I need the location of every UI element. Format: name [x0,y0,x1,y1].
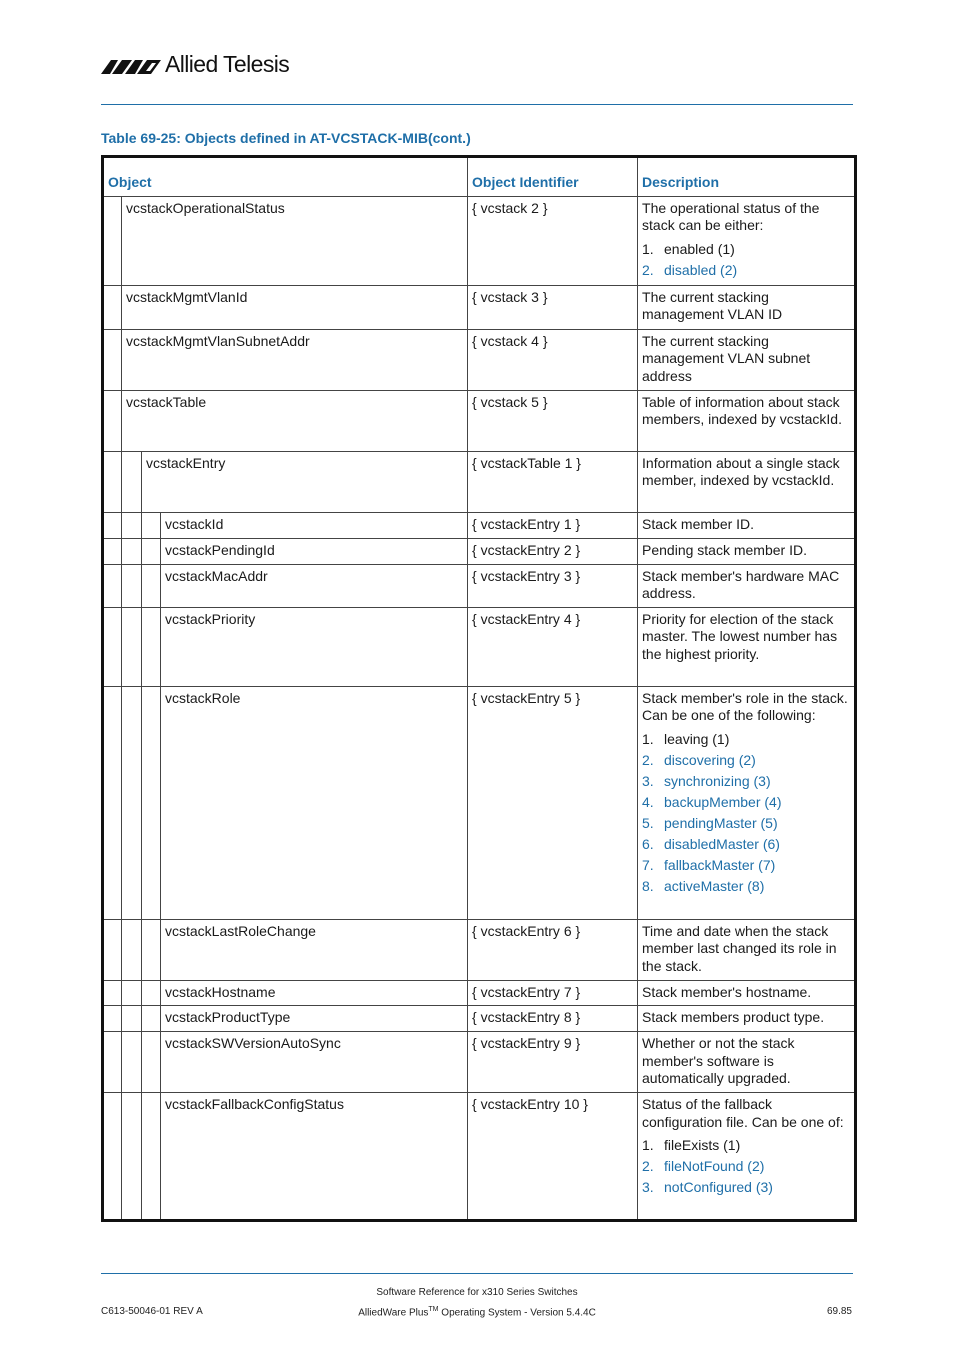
table-row [103,512,856,538]
description-cell [638,512,856,538]
indent-cell [122,919,142,980]
object-identifier-cell: { vcstackTable 1 } [468,451,638,512]
object-identifier-cell: { vcstack 3 } [468,285,638,329]
indent-cell [103,538,122,564]
option-item [642,241,850,258]
object-identifier-cell: { vcstackEntry 8 } [468,1006,638,1032]
indent-cell [103,329,122,390]
option-list [642,731,850,895]
footer-product: AlliedWare Plus [358,1307,429,1319]
option-label: activeMaster (8) [664,877,765,894]
object-name-cell: vcstackProductType [161,1006,468,1032]
object-name-cell: vcstackLastRoleChange [161,919,468,980]
option-link[interactable] [642,857,850,874]
option-number: 2. [642,1158,654,1174]
indent-cell [103,980,122,1006]
indent-cell [103,686,122,919]
indent-cell [142,980,161,1006]
option-number: 6. [642,835,654,852]
object-identifier-cell: { vcstackEntry 5 } [468,686,638,919]
table-row [103,390,856,451]
option-label: disabledMaster (6) [664,835,780,852]
description-cell [638,451,856,512]
object-identifier-cell: { vcstackEntry 7 } [468,980,638,1006]
option-link[interactable] [642,1179,850,1196]
description-text: Whether or not the stack member's software is automatically upgraded. [642,1035,795,1086]
table-row [103,686,856,919]
option-link[interactable] [642,1158,850,1175]
indent-cell [142,1093,161,1221]
option-label: enabled (1) [664,240,735,257]
object-name-cell: vcstackTable [122,390,468,451]
indent-cell [103,285,122,329]
indent-cell [122,607,142,686]
table-row [103,564,856,607]
footer-page-number: 69.85 [826,1306,852,1317]
option-number: 3. [642,1179,654,1195]
description-text: The operational status of the stack can be either: [642,199,820,233]
option-number: 7. [642,856,654,873]
option-number: 3. [642,772,654,789]
description-text: Stack member's hardware MAC address. [642,567,840,601]
indent-cell [122,451,142,512]
indent-cell [142,538,161,564]
option-item [642,1137,850,1154]
object-name-cell: vcstackMgmtVlanSubnetAddr [122,329,468,390]
indent-cell [122,1093,142,1221]
object-identifier-cell: { vcstackEntry 6 } [468,919,638,980]
indent-cell [122,980,142,1006]
table-row [103,1006,856,1032]
description-text: Stack member's role in the stack. Can be one of the following: [642,689,848,723]
object-name-cell: vcstackHostname [161,980,468,1006]
option-label: fileNotFound (2) [664,1158,765,1174]
object-name-cell: vcstackSWVersionAutoSync [161,1032,468,1093]
option-link[interactable] [642,773,850,790]
indent-cell [103,1032,122,1093]
description-cell [638,919,856,980]
object-identifier-cell: { vcstackEntry 9 } [468,1032,638,1093]
indent-cell [122,686,142,919]
indent-cell [142,512,161,538]
description-text: The current stacking management VLAN subnet address [642,332,811,384]
indent-cell [103,1006,122,1032]
object-name-cell: vcstackId [161,512,468,538]
description-cell [638,285,856,329]
description-text: Stack member's hostname. [642,983,812,1000]
description-text: Stack member ID. [642,515,755,532]
indent-cell [122,512,142,538]
option-number: 1. [642,1137,654,1153]
description-cell [638,329,856,390]
object-name-cell: vcstackMacAddr [161,564,468,607]
indent-cell [103,919,122,980]
header-rule [101,104,853,105]
footer-doc-number: C613-50046-01 REV A [101,1306,203,1317]
description-text: Priority for election of the stack master. The lowest number has the highest priority. [642,610,838,662]
indent-cell [142,607,161,686]
option-label: synchronizing (3) [664,772,771,789]
description-cell [638,1093,856,1221]
description-text: Pending stack member ID. [642,541,807,558]
description-text: The current stacking management VLAN ID [642,288,783,322]
option-number: 2. [642,751,654,768]
option-list [642,1137,850,1196]
option-label: pendingMaster (5) [664,814,778,831]
option-list [642,241,850,279]
table-row [103,451,856,512]
description-cell [638,564,856,607]
object-name-cell: vcstackMgmtVlanId [122,285,468,329]
object-name-cell: vcstackFallbackConfigStatus [161,1093,468,1221]
table-header-row [103,157,856,197]
table-row [103,196,856,285]
description-text: Time and date when the stack member last changed its role in the stack. [642,922,837,974]
description-cell [638,196,856,285]
object-name-cell: vcstackPendingId [161,538,468,564]
object-name-cell: vcstackRole [161,686,468,919]
indent-cell [103,564,122,607]
object-identifier-cell: { vcstackEntry 10 } [468,1093,638,1221]
mib-objects-table [101,155,857,1222]
indent-cell [142,564,161,607]
object-identifier-cell: { vcstackEntry 3 } [468,564,638,607]
header-object-identifier: Object Identifier [468,157,638,197]
option-link[interactable] [642,836,850,853]
option-label: notConfigured (3) [664,1179,773,1195]
footer-version: Operating System - Version 5.4.4C [438,1307,596,1319]
footer-trademark: TM [428,1306,439,1313]
table-body [103,196,856,1221]
company-logo [101,50,289,80]
object-identifier-cell: { vcstackEntry 2 } [468,538,638,564]
option-link[interactable] [642,878,850,895]
object-name-cell: vcstackEntry [142,451,468,512]
option-label: fallbackMaster (7) [664,856,776,873]
object-identifier-cell: { vcstack 4 } [468,329,638,390]
description-cell [638,1032,856,1093]
option-item [642,731,850,748]
option-label: fileExists (1) [664,1137,741,1153]
description-cell [638,686,856,919]
object-identifier-cell: { vcstack 5 } [468,390,638,451]
description-cell [638,1006,856,1032]
object-identifier-cell: { vcstackEntry 4 } [468,607,638,686]
footer-rule [101,1273,853,1274]
description-text: Information about a single stack member, indexed by vcstackId. [642,454,840,488]
description-cell [638,390,856,451]
object-name-cell: vcstackOperationalStatus [122,196,468,285]
header-object: Object [103,157,468,197]
indent-cell [122,1032,142,1093]
indent-cell [103,1093,122,1221]
table-row [103,980,856,1006]
table-row [103,919,856,980]
option-number: 5. [642,814,654,831]
indent-cell [103,512,122,538]
table-row [103,538,856,564]
description-text: Stack members product type. [642,1009,825,1025]
description-text: Table of information about stack members, indexed by vcstackId. [642,393,842,427]
option-number: 1. [642,240,654,257]
option-link[interactable] [642,794,850,811]
indent-cell [103,196,122,285]
object-name-cell: vcstackPriority [161,607,468,686]
option-label: disabled (2) [664,261,738,278]
table-row [103,285,856,329]
option-label: backupMember (4) [664,793,782,810]
indent-cell [122,564,142,607]
description-text: Status of the fallback configuration file. Can be one of: [642,1096,844,1130]
option-link[interactable] [642,262,850,279]
indent-cell [142,1006,161,1032]
description-cell [638,607,856,686]
description-cell [638,538,856,564]
option-link[interactable] [642,752,850,769]
option-link[interactable] [642,815,850,832]
option-label: discovering (2) [664,751,756,768]
description-cell [638,980,856,1006]
table-row [103,1032,856,1093]
option-label: leaving (1) [664,730,730,747]
option-number: 2. [642,261,654,278]
indent-cell [142,919,161,980]
indent-cell [103,451,122,512]
object-identifier-cell: { vcstackEntry 1 } [468,512,638,538]
allied-telesis-logo-mark [101,50,163,80]
indent-cell [122,538,142,564]
logo-text: Allied Telesis [165,50,290,77]
indent-cell [103,390,122,451]
option-number: 4. [642,793,654,810]
table-row [103,329,856,390]
header-description: Description [638,157,856,197]
table-row [103,607,856,686]
indent-cell [103,607,122,686]
indent-cell [142,1032,161,1093]
footer-title: Software Reference for x310 Series Switches [376,1287,578,1298]
indent-cell [122,1006,142,1032]
object-identifier-cell: { vcstack 2 } [468,196,638,285]
option-number: 1. [642,730,654,747]
table-caption: Table 69-25: Objects defined in AT-VCSTACK-MIB(cont.) [101,130,471,146]
table-row [103,1093,856,1221]
indent-cell [142,686,161,919]
option-number: 8. [642,877,654,894]
